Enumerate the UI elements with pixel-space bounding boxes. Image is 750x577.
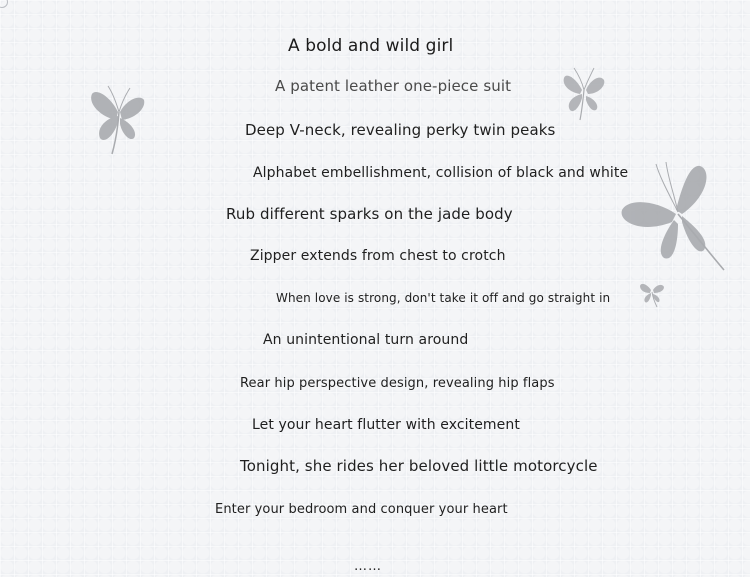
poem-line: Alphabet embellishment, collision of black and white: [253, 165, 629, 181]
poem-line: Tonight, she rides her beloved little motorcycle: [240, 457, 598, 475]
poem-line: Let your heart flutter with excitement: [252, 417, 520, 433]
poem-line: A patent leather one-piece suit: [275, 77, 512, 95]
butterfly-icon: [616, 156, 726, 274]
poem-line: Zipper extends from chest to crotch: [250, 248, 506, 264]
poem-line: Deep V-neck, revealing perky twin peaks: [245, 121, 556, 139]
poem-line: Rub different sparks on the jade body: [226, 205, 513, 223]
butterfly-icon: [638, 278, 666, 308]
poem-line: An unintentional turn around: [263, 332, 469, 348]
poem-line: When love is strong, don't take it off and go straight in: [276, 291, 611, 305]
corner-circle-icon: [0, 0, 8, 8]
butterfly-icon: [560, 66, 608, 122]
poem-line: Rear hip perspective design, revealing hip flaps: [240, 376, 555, 391]
butterfly-icon: [88, 82, 148, 156]
poem-title: A bold and wild girl: [288, 36, 454, 56]
poem-line: Enter your bedroom and conquer your heart: [215, 502, 508, 517]
ellipsis: ……: [354, 559, 382, 574]
